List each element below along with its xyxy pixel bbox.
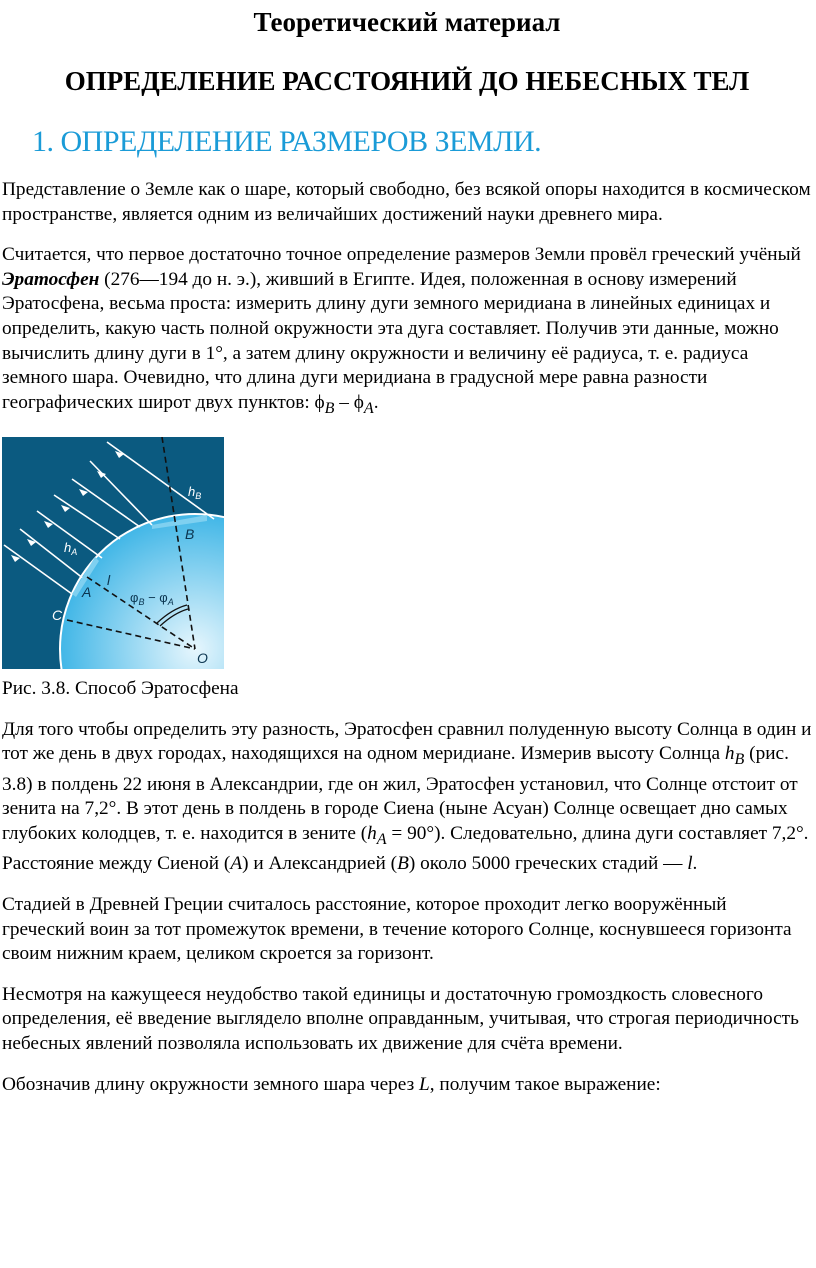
label-phi-difference: $\varphi_B - \varphi_A$ (130, 590, 174, 608)
text: . (692, 853, 698, 875)
label-C: C (52, 607, 63, 624)
symbol: A (230, 853, 243, 875)
main-heading: ОПРЕДЕЛЕНИЕ РАССТОЯНИЙ ДО НЕБЕСНЫХ ТЕЛ (64, 66, 750, 96)
label-hA: $h_A$ (64, 540, 78, 558)
text: = 90°). Следовательно, длина дуги составляет 7,2°. Расстояние между Сиеной ( (2, 823, 809, 875)
paragraph-3 (2, 718, 812, 877)
label-B: B (185, 526, 195, 543)
figure-caption: Рис. 3.8. Способ Эратосфена (2, 678, 239, 700)
paragraph-6 (2, 1073, 812, 1098)
document-page (0, 4, 816, 1097)
text: Считается, что первое достаточно точное определение размеров Земли провёл греческий учёный (2, 244, 801, 266)
paragraph-2 (2, 243, 812, 421)
paragraph-4: Стадией в Древней Греции считалось расстояние, которое проходит легко вооружённый греческий воин за тот промежуток времени, в течение которого Солнце, коснувшееся горизонта своим нижним краем, целиком скроется за горизонт. (2, 894, 792, 965)
subscript: B (734, 751, 745, 769)
text: Обозначив длину окружности земного шара через (2, 1073, 420, 1095)
text: ) и Александрией ( (242, 853, 398, 875)
name-eratosthenes: Эратосфен (2, 268, 100, 290)
symbol: h (724, 743, 735, 765)
symbol: l (687, 853, 693, 875)
page-title: Теоретический материал (253, 7, 561, 37)
symbol: L (419, 1073, 430, 1095)
symbol: h (367, 823, 377, 845)
text: ) около 5000 греческих стадий — (408, 853, 688, 875)
label-hB: $h_B$ (188, 484, 202, 502)
paragraph-1: Представление о Земле как о шаре, который свободно, без всякой опоры находится в космическом пространстве, является одним из величайших достижений науки древнего мира. (2, 179, 811, 225)
subscript: A (376, 830, 387, 848)
label-l: l (107, 572, 111, 589)
paragraph-5: Несмотря на кажущееся неудобство такой единицы и достаточную громоздкость словесного определения, её введение выглядело вполне оправданным, учитывая, что строгая периодичность небесных явлений позволяла использовать их движение для счёта времени. (2, 983, 799, 1055)
subscript: A (363, 399, 374, 417)
text: Для того чтобы определить эту разность, Эратосфен сравнил полуденную высоту Солнца в один и тот же день в двух городах, находящихся на одном меридиане. Измерив высоту Солнца (2, 718, 812, 765)
section-heading: 1. ОПРЕДЕЛЕНИЕ РАЗМЕРОВ ЗЕМЛИ. (32, 125, 542, 158)
symbol: B (397, 853, 409, 875)
text: , получим такое выражение: (429, 1073, 661, 1095)
subscript: B (324, 399, 335, 417)
eratosthenes-figure (2, 437, 224, 669)
text: (рис. 3.8) в полдень 22 июня в Александрии, где он жил, Эратосфен установил, что Солнце отстоит от зенита на 7,2°. В этот день в полдень в городе Сиена (ныне Асуан) Солнце освещает дно самых глубоких колодцев, т. е. находится в зените ( (2, 743, 798, 845)
label-O: O (197, 650, 208, 667)
text: . (373, 391, 379, 413)
text: (276—194 до н. э.), живший в Египте. Идея, положенная в основу измерений Эратосфена, весьма проста: измерить длину дуги земного меридиана в линейных единицах и определить, какую часть полной окружности эта дуга составляет. Получив эти данные, можно вычислить длину дуги в 1°, а затем длину окружности и величину её радиуса, т. е. радиуса земного шара. Очевидно, что длина дуги меридиана в градусной мере равна разности географических широт двух пунктов: ϕ (2, 268, 779, 413)
label-A: A (82, 584, 92, 601)
text: – ϕ (334, 391, 364, 413)
